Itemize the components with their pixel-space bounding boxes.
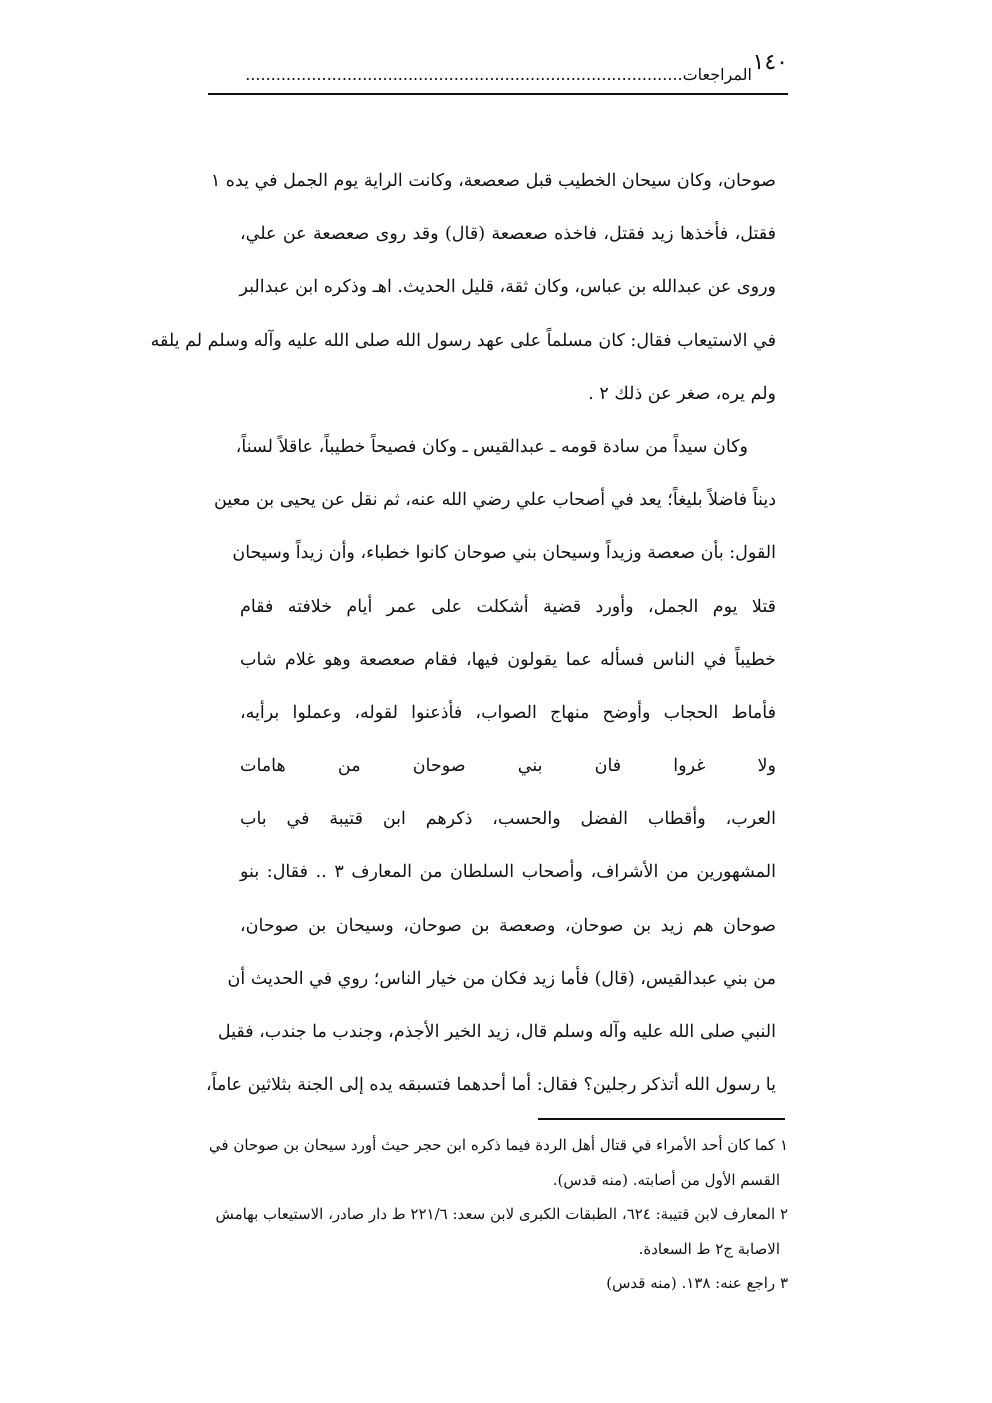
body-line: وكان سيداً من سادة قومه ـ عبدالقيس ـ وكان فصيحاً خطيباً، عاقلاً لسناً، [235, 436, 748, 457]
body-line: العرب، وأقطاب الفضل والحسب، ذكرهم ابن قتيبة في باب [240, 809, 776, 830]
body-line: صوحان هم زيد بن صوحان، وصعصة بن صوحان، وسيحان بن صوحان، [240, 915, 776, 936]
footnote-line: ٣ راجع عنه: ١٣٨. (منه قدس) [606, 1274, 788, 1292]
body-line: فقتل، فأخذها زيد فقتل، فاخذه صعصعة (قال) وقد روى صعصعة عن علي، [240, 224, 776, 245]
body-line: فأماط الحجاب وأوضح منهاج الصواب، فأذعنوا لقوله، وعملوا برأيه، [240, 702, 776, 723]
running-title: المراجعات...................................................................................... [245, 65, 752, 84]
body-line: النبي صلى الله عليه وآله وسلم قال، زيد الخير الأجذم، وجندب ما جندب، فقيل [217, 1022, 776, 1042]
footnote-line: ٢ المعارف لابن قتيبة: ٦٢٤، الطبقات الكبرى لابن سعد: ٢٢١/٦ ط دار صادر، الاستيعاب بهامش [215, 1205, 788, 1223]
body-line: ولم يره، صغر عن ذلك ٢ . [588, 383, 776, 404]
page-header [208, 50, 788, 92]
footnote-line: القسم الأول من أصابته. (منه قدس). [552, 1170, 780, 1189]
footnote-line: ١ كما كان أحد الأمراء في قتال أهل الردة فيما ذكره ابن حجر حيث أورد سيحان بن صوحان في [208, 1136, 788, 1154]
body-line: وروى عن عبدالله بن عباس، وكان ثقة، قليل الحديث. اهـ وذكره ابن عبدالبر [239, 277, 776, 298]
page-number: ١٤٠ [752, 50, 788, 75]
header-rule [208, 93, 788, 95]
body-line: من بني عبدالقيس، (قال) فأما زيد فكان من خيار الناس؛ روي في الحديث أن [227, 968, 776, 989]
footnote-separator [538, 1118, 785, 1120]
body-line: ولا غروا فان بني صوحان من هامات [240, 756, 776, 777]
body-line: في الاستيعاب فقال: كان مسلماً على عهد رسول الله صلى الله عليه وآله وسلم لم يلقه [150, 330, 776, 351]
body-line: خطيباً في الناس فسأله عما يقولون فيها، فقام صعصعة وهو غلام شاب [240, 649, 776, 670]
body-line: قتلا يوم الجمل، وأورد قضية أشكلت على عمر أيام خلافته فقام [240, 596, 776, 617]
body-line: المشهورين من الأشراف، وأصحاب السلطان من المعارف ٣ .. فقال: بنو [240, 862, 776, 883]
body-line: يا رسول الله أتذكر رجلين؟ فقال: أما أحدهما فتسبقه يده إلى الجنة بثلاثين عاماً، [205, 1075, 776, 1096]
body-line: ديناً فاضلاً بليغاً؛ يعد في أصحاب علي رضي الله عنه، ثم نقل عن يحيى بن معين [213, 490, 776, 511]
body-line: صوحان، وكان سيحان الخطيب قبل صعصعة، وكانت الراية يوم الجمل في يده ١ [210, 171, 776, 191]
footnotes [192, 1128, 788, 1301]
body-line: القول: بأن صعصة وزيداً وسيحان بني صوحان كانوا خطباء، وأن زيداً وسيحان [232, 543, 776, 564]
body-text [150, 155, 776, 1112]
footnote-line: الاصابة ج٢ ط السعادة. [638, 1239, 780, 1258]
